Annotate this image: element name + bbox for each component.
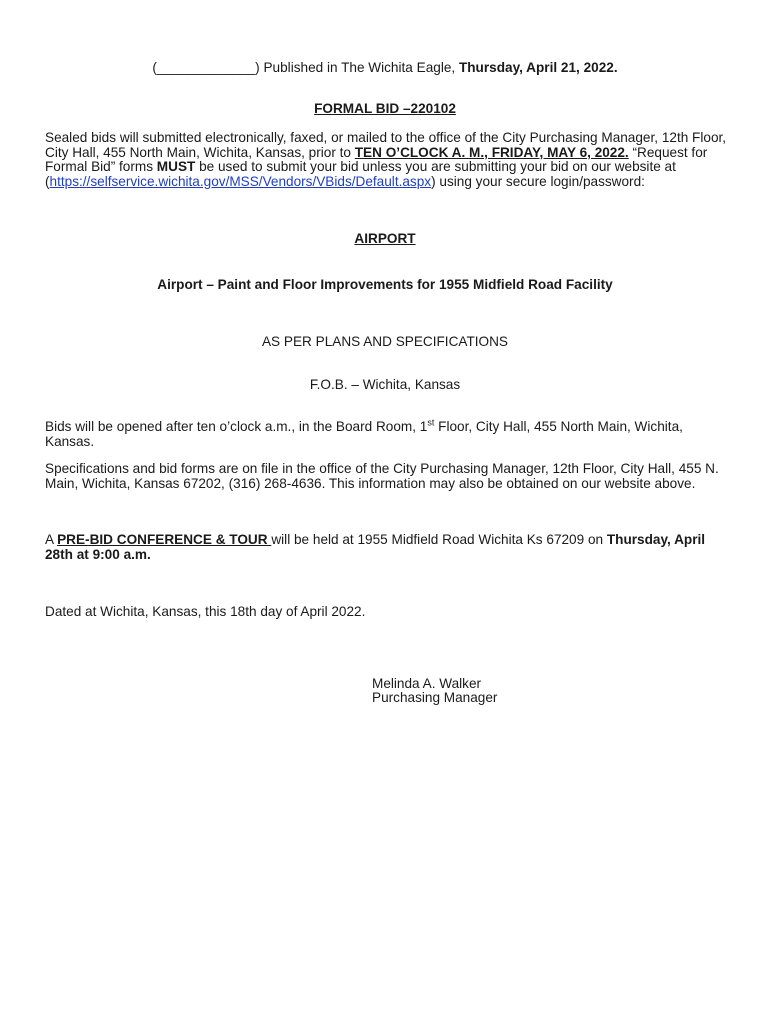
opening-text-1: Bids will be opened after ten o’clock a.m., in the Board Room, 1 bbox=[45, 419, 428, 434]
publication-blank: (_____________) bbox=[152, 60, 260, 75]
intro-text-4: ) using your secure login/password: bbox=[431, 173, 645, 189]
signatory-name: Melinda A. Walker bbox=[372, 676, 482, 691]
opening-text-2: Floor, City Hall, 455 North Main, Wichita, Kansas. bbox=[45, 419, 683, 449]
prebid-title: PRE-BID CONFERENCE & TOUR bbox=[57, 532, 272, 547]
bid-deadline: TEN O’CLOCK A. M., FRIDAY, MAY 6, 2022. bbox=[354, 144, 629, 160]
intro-text-1: Sealed bids will submitted electronically, faxed, or mailed to the office of the City Purchasing Manager, 12th Floor, City Hall, 455 North Main, Wichita, Kansas, prior to bbox=[45, 130, 727, 160]
project-title: Airport – Paint and Floor Improvements for 1955 Midfield Road Facility bbox=[157, 277, 613, 292]
specs-paragraph: Specifications and bid forms are on file in the office of the City Purchasing Manager, 12th Floor, City Hall, 455 N. Main, Wichita, Kansas 67202, (316) 268-4636. This information may also be obtained on our website above. bbox=[45, 461, 719, 491]
publication-line bbox=[0, 60, 770, 75]
prebid-paragraph bbox=[45, 533, 735, 562]
dated-line: Dated at Wichita, Kansas, this 18th day of April 2022. bbox=[45, 604, 366, 619]
intro-text-3: be used to submit your bid unless you are submitting your bid on our website at ( bbox=[45, 159, 676, 189]
fob-line: F.O.B. – Wichita, Kansas bbox=[309, 377, 461, 392]
must-emphasis: MUST bbox=[156, 159, 196, 175]
publication-text: Published in The Wichita Eagle, bbox=[259, 60, 459, 75]
intro-paragraph bbox=[45, 131, 735, 189]
prebid-text: will be held at 1955 Midfield Road Wichita Ks 67209 on bbox=[271, 532, 607, 547]
signatory-title: Purchasing Manager bbox=[372, 690, 498, 705]
prebid-datetime: Thursday, April 28th at 9:00 a.m. bbox=[45, 532, 706, 562]
prebid-prefix: A bbox=[45, 532, 58, 547]
publication-date: Thursday, April 21, 2022. bbox=[458, 60, 618, 75]
vendor-portal-link[interactable]: https://selfservice.wichita.gov/MSS/Vendors/VBids/Default.aspx bbox=[49, 173, 432, 189]
ordinal-suffix: st bbox=[427, 417, 435, 428]
department-heading: AIRPORT bbox=[354, 231, 416, 246]
plans-line: AS PER PLANS AND SPECIFICATIONS bbox=[261, 334, 508, 349]
bid-title: FORMAL BID –220102 bbox=[314, 101, 456, 116]
intro-text-2: “Request for Formal Bid” forms bbox=[45, 144, 708, 175]
opening-paragraph bbox=[45, 417, 735, 449]
